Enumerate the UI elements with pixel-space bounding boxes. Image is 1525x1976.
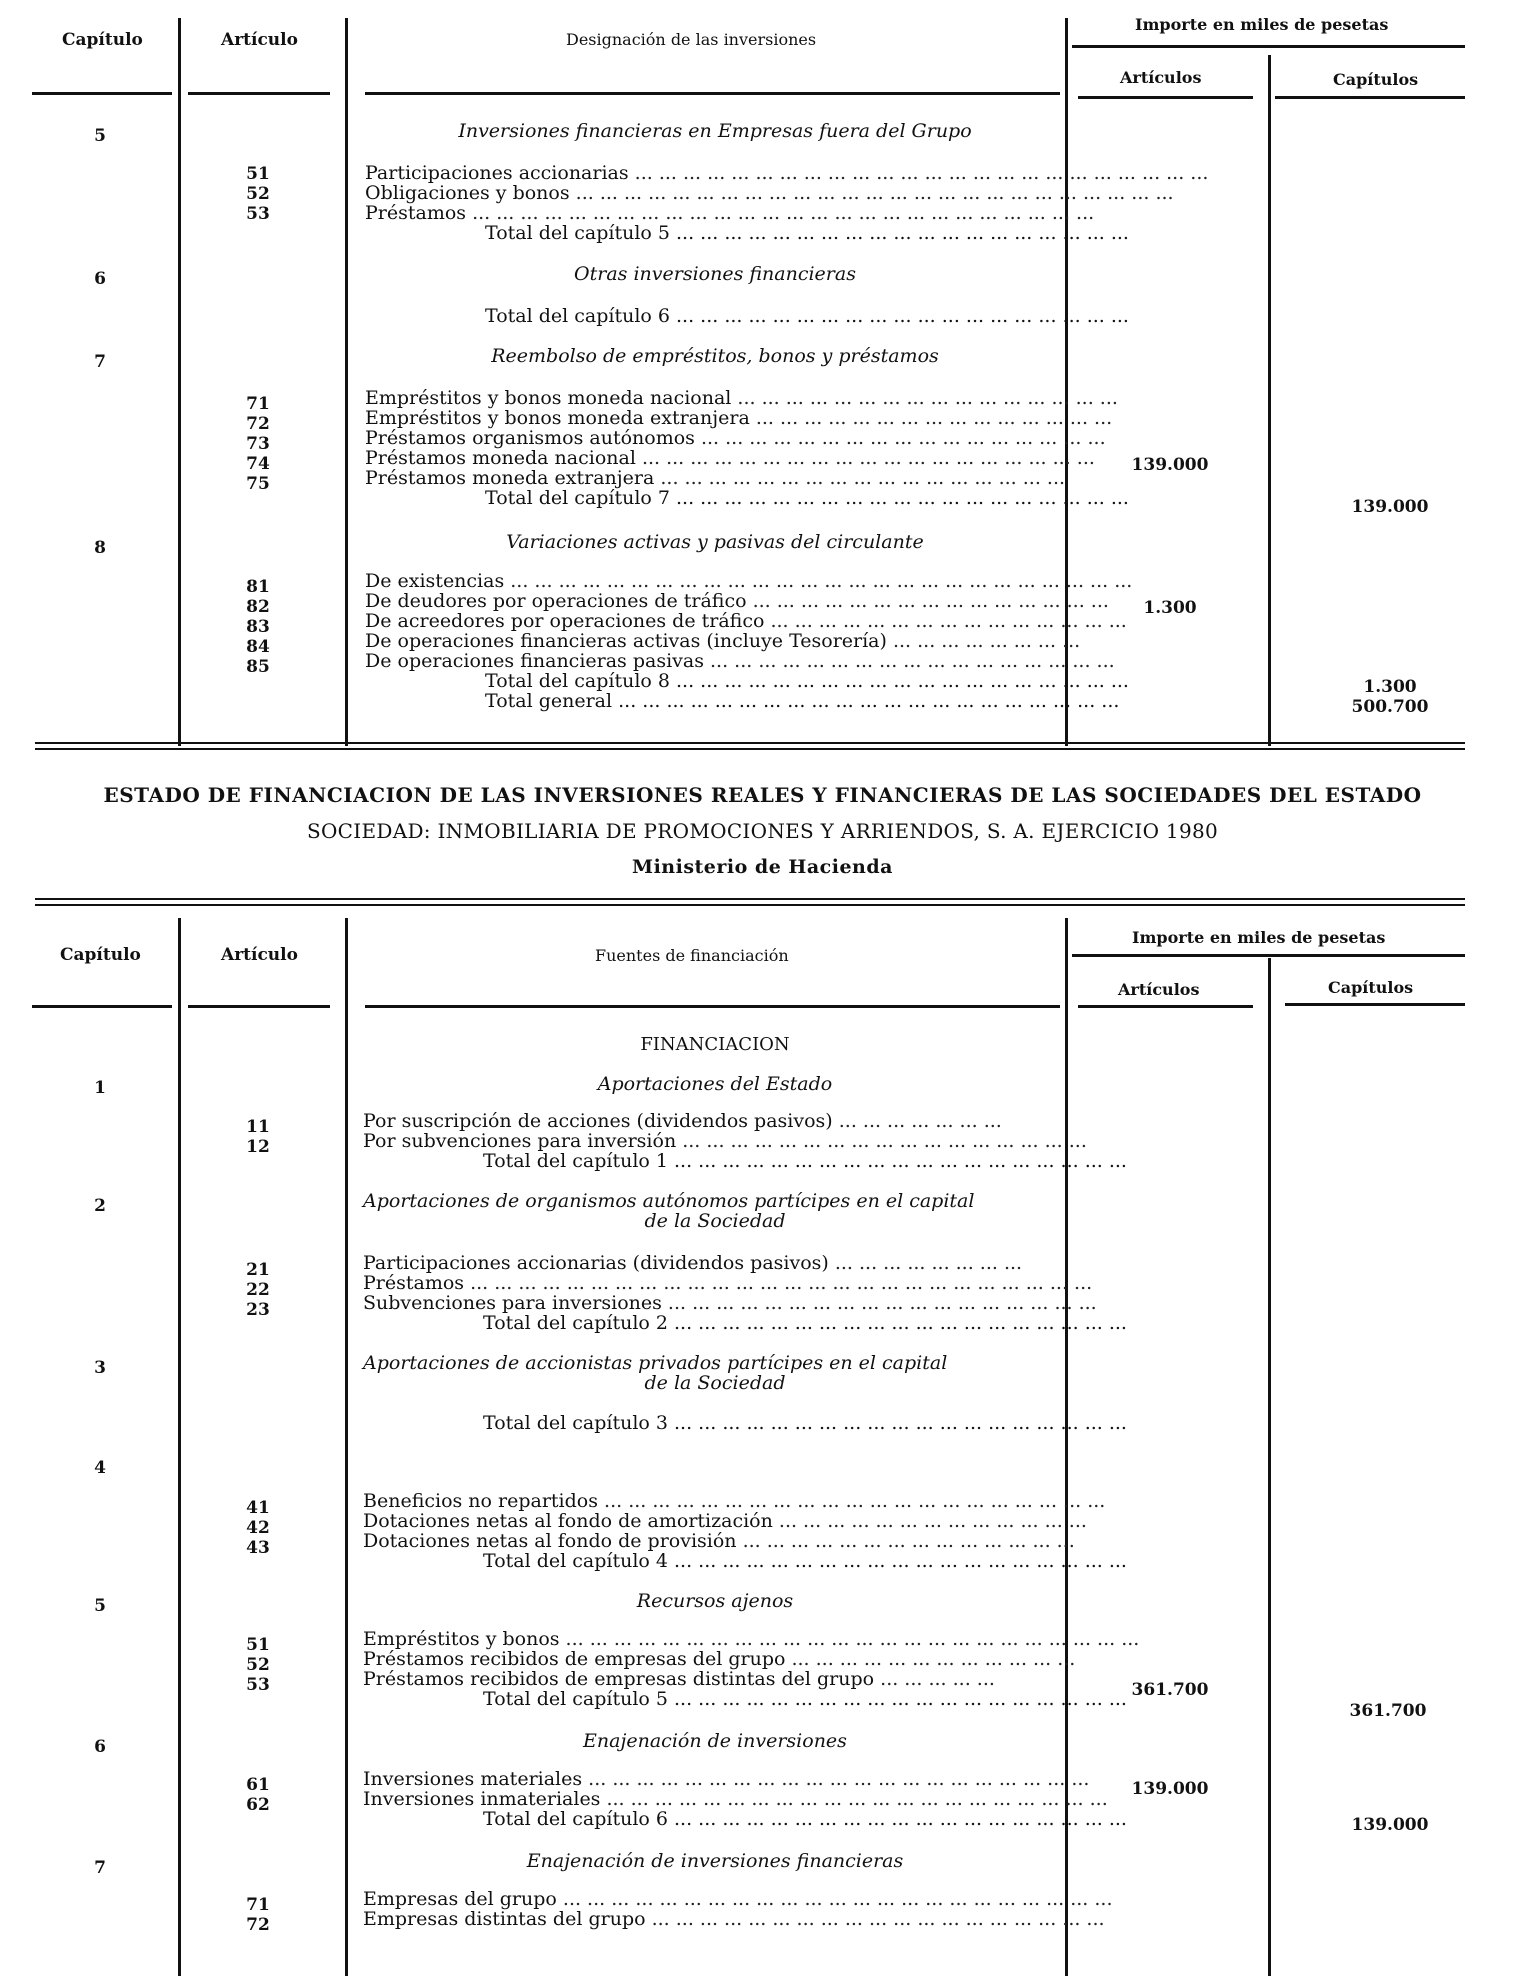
- chapter-total: Total del capítulo 6 ... ... ... ... ... ... ... ... ... ... ... ... ... ... ... ... ... ... ...: [485, 305, 1129, 327]
- grand-total: Total general ... ... ... ... ... ... ... ... ... ... ... ... ... ... ... ... ... ... ... ... ...: [485, 690, 1120, 712]
- chapter-number: 6: [94, 269, 106, 289]
- article-number: 73: [246, 434, 270, 454]
- header-rule: [1078, 1005, 1253, 1008]
- header-rule: [188, 92, 330, 95]
- article-line: De operaciones financieras pasivas ... ... ... ... ... ... ... ... ... ... ... ... ... ... ... ... ...: [365, 650, 1115, 672]
- article-line: Empresas del grupo ... ... ... ... ... ... ... ... ... ... ... ... ... ... ... ... ... ... ... ... ... ... ...: [363, 1888, 1113, 1910]
- article-number: 23: [246, 1300, 270, 1320]
- top-rule: [35, 898, 1465, 900]
- chapter-number: 7: [94, 1858, 106, 1878]
- chapter-number: 6: [94, 1737, 106, 1757]
- article-line: Préstamos recibidos de empresas del grupo ... ... ... ... ... ... ... ... ... ... ... ...: [363, 1648, 1076, 1670]
- article-number: 61: [246, 1775, 270, 1795]
- chapter-title: de la Sociedad: [644, 1210, 786, 1232]
- article-line: Préstamos recibidos de empresas distintas del grupo ... ... ... ... ...: [363, 1668, 995, 1690]
- column-rule: [345, 18, 348, 746]
- articulo-amount: 1.300: [1143, 598, 1197, 618]
- header-rule: [1072, 954, 1465, 957]
- chapter-number: 5: [94, 1596, 106, 1616]
- article-line: De operaciones financieras activas (incluye Tesorería) ... ... ... ... ... ... ... ...: [365, 630, 1081, 652]
- article-line: Inversiones inmateriales ... ... ... ... ... ... ... ... ... ... ... ... ... ... ... ... ... ... ... ... ...: [363, 1788, 1108, 1810]
- header-rule: [32, 92, 172, 95]
- article-line: Préstamos ... ... ... ... ... ... ... ... ... ... ... ... ... ... ... ... ... ... ... ... ... ... ... ... ... ...: [363, 1272, 1093, 1294]
- header-fuentes: Fuentes de financiación: [595, 946, 789, 965]
- article-number: 52: [246, 184, 270, 204]
- article-line: Empresas distintas del grupo ... ... ... ... ... ... ... ... ... ... ... ... ... ... ... ... ... ... ...: [363, 1908, 1105, 1930]
- article-line: Participaciones accionarias (dividendos pasivos) ... ... ... ... ... ... ... ...: [363, 1252, 1023, 1274]
- article-line: Participaciones accionarias ... ... ... ... ... ... ... ... ... ... ... ... ... ... ... ... ... ... ... ... ... ... ... ...: [365, 162, 1209, 184]
- chapter-total: Total del capítulo 3 ... ... ... ... ... ... ... ... ... ... ... ... ... ... ... ... ... ... ...: [483, 1412, 1127, 1434]
- article-line: Préstamos ... ... ... ... ... ... ... ... ... ... ... ... ... ... ... ... ... ... ... ... ... ... ... ... ... ...: [365, 202, 1095, 224]
- chapter-total: Total del capítulo 7 ... ... ... ... ... ... ... ... ... ... ... ... ... ... ... ... ... ... ...: [485, 487, 1129, 509]
- chapter-total: Total del capítulo 5 ... ... ... ... ... ... ... ... ... ... ... ... ... ... ... ... ... ... ...: [483, 1688, 1127, 1710]
- chapter-number: 3: [94, 1358, 106, 1378]
- header-designacion: Designación de las inversiones: [566, 30, 817, 49]
- chapter-title: Enajenación de inversiones financieras: [526, 1850, 904, 1872]
- chapter-number: 2: [94, 1196, 106, 1216]
- chapter-number: 8: [94, 538, 106, 558]
- article-line: Dotaciones netas al fondo de amortización ... ... ... ... ... ... ... ... ... ... ... ... ...: [363, 1510, 1087, 1532]
- article-line: Subvenciones para inversiones ... ... ... ... ... ... ... ... ... ... ... ... ... ... ... ... ... ...: [363, 1292, 1097, 1314]
- article-number: 62: [246, 1795, 270, 1815]
- article-line: De acreedores por operaciones de tráfico ... ... ... ... ... ... ... ... ... ... ... ... ... ... ...: [365, 610, 1127, 632]
- chapter-total: Total del capítulo 1 ... ... ... ... ... ... ... ... ... ... ... ... ... ... ... ... ... ... ...: [483, 1150, 1127, 1172]
- article-number: 41: [246, 1498, 270, 1518]
- chapter-title: Variaciones activas y pasivas del circulante: [506, 531, 924, 553]
- chapter-number: 5: [94, 126, 106, 146]
- article-number: 81: [246, 577, 270, 597]
- article-line: Préstamos organismos autónomos ... ... ... ... ... ... ... ... ... ... ... ... ... ... ... ... ...: [365, 427, 1106, 449]
- article-number: 12: [246, 1137, 270, 1157]
- header-capitulo: Capítulo: [62, 30, 143, 50]
- chapter-total: Total del capítulo 5 ... ... ... ... ... ... ... ... ... ... ... ... ... ... ... ... ... ... ...: [485, 222, 1129, 244]
- header-rule: [1072, 45, 1465, 48]
- column-rule: [178, 18, 181, 746]
- article-line: Inversiones materiales ... ... ... ... ... ... ... ... ... ... ... ... ... ... ... ... ... ... ... ... ...: [363, 1768, 1090, 1790]
- chapter-title: Inversiones financieras en Empresas fuera del Grupo: [458, 120, 972, 142]
- chapter-title: de la Sociedad: [644, 1372, 786, 1394]
- articulo-amount: 361.700: [1131, 1680, 1209, 1700]
- article-line: Empréstitos y bonos moneda extranjera ... ... ... ... ... ... ... ... ... ... ... ... ... ... ...: [365, 407, 1113, 429]
- article-line: Empréstitos y bonos ... ... ... ... ... ... ... ... ... ... ... ... ... ... ... ... ... ... ... ... ... ... ... ...: [363, 1628, 1140, 1650]
- section-subtitle: SOCIEDAD: INMOBILIARIA DE PROMOCIONES Y ARRIENDOS, S. A. EJERCICIO 1980: [306, 819, 1219, 843]
- article-line: Préstamos moneda extranjera ... ... ... ... ... ... ... ... ... ... ... ... ... ... ... ... ...: [365, 467, 1066, 489]
- article-number: 74: [246, 454, 270, 474]
- article-number: 84: [246, 637, 270, 657]
- column-rule: [1268, 958, 1271, 1976]
- header-articulos: Artículos: [1118, 980, 1200, 999]
- article-number: 11: [246, 1117, 270, 1137]
- column-rule: [345, 918, 348, 1976]
- capitulo-amount: 1.300: [1363, 677, 1417, 697]
- article-line: De deudores por operaciones de tráfico ... ... ... ... ... ... ... ... ... ... ... ... ... ... ...: [365, 590, 1109, 612]
- article-number: 42: [246, 1518, 270, 1538]
- header-capitulos: Capítulos: [1333, 70, 1419, 89]
- chapter-title: Reembolso de empréstitos, bonos y préstamos: [491, 345, 939, 367]
- chapter-total: Total del capítulo 4 ... ... ... ... ... ... ... ... ... ... ... ... ... ... ... ... ... ... ...: [483, 1550, 1127, 1572]
- header-rule: [1275, 96, 1465, 99]
- header-rule: [1285, 1003, 1465, 1006]
- chapter-number: 4: [94, 1458, 106, 1478]
- header-importe: Importe en miles de pesetas: [1132, 928, 1386, 947]
- capitulo-amount: 139.000: [1351, 1815, 1429, 1835]
- header-rule: [188, 1005, 330, 1008]
- article-number: 85: [246, 657, 270, 677]
- column-rule: [178, 918, 181, 1976]
- chapter-total: Total del capítulo 8 ... ... ... ... ... ... ... ... ... ... ... ... ... ... ... ... ... ... ...: [485, 670, 1129, 692]
- article-line: De existencias ... ... ... ... ... ... ... ... ... ... ... ... ... ... ... ... ... ... ... ... ... ... ... ... ... ...: [365, 570, 1133, 592]
- column-rule: [1268, 55, 1271, 746]
- article-number: 82: [246, 597, 270, 617]
- chapter-number: 1: [94, 1078, 106, 1098]
- chapter-total: Total del capítulo 6 ... ... ... ... ... ... ... ... ... ... ... ... ... ... ... ... ... ... ...: [483, 1808, 1127, 1830]
- section-title: ESTADO DE FINANCIACION DE LAS INVERSIONES REALES Y FINANCIERAS DE LAS SOCIEDADES DEL ESTADO: [103, 783, 1422, 807]
- header-articulos: Artículos: [1120, 68, 1202, 87]
- header-rule: [32, 1005, 172, 1008]
- article-number: 52: [246, 1655, 270, 1675]
- article-line: Dotaciones netas al fondo de provisión ... ... ... ... ... ... ... ... ... ... ... ... ... ...: [363, 1530, 1075, 1552]
- article-line: Préstamos moneda nacional ... ... ... ... ... ... ... ... ... ... ... ... ... ... ... ... ... ... ...: [365, 447, 1095, 469]
- capitulo-amount: 361.700: [1349, 1701, 1427, 1721]
- ministry-name: Ministerio de Hacienda: [632, 856, 893, 878]
- article-line: Por subvenciones para inversión ... ... ... ... ... ... ... ... ... ... ... ... ... ... ... ... ...: [363, 1130, 1087, 1152]
- article-number: 22: [246, 1280, 270, 1300]
- article-number: 72: [246, 414, 270, 434]
- article-line: Obligaciones y bonos ... ... ... ... ... ... ... ... ... ... ... ... ... ... ... ... ... ... ... ... ... ... ... ... ...: [365, 182, 1174, 204]
- chapter-number: 7: [94, 352, 106, 372]
- article-number: 71: [246, 394, 270, 414]
- article-number: 21: [246, 1260, 270, 1280]
- article-number: 83: [246, 617, 270, 637]
- article-number: 53: [246, 204, 270, 224]
- chapter-title: Aportaciones del Estado: [597, 1073, 833, 1095]
- header-importe: Importe en miles de pesetas: [1135, 15, 1389, 34]
- bottom-rule: [35, 742, 1465, 744]
- article-number: 51: [246, 164, 270, 184]
- article-number: 71: [246, 1895, 270, 1915]
- chapter-title: Recursos ajenos: [636, 1590, 794, 1612]
- article-line: Por suscripción de acciones (dividendos pasivos) ... ... ... ... ... ... ...: [363, 1110, 1002, 1132]
- header-articulo: Artículo: [221, 30, 298, 50]
- article-number: 51: [246, 1635, 270, 1655]
- chapter-title: Otras inversiones financieras: [574, 263, 856, 285]
- article-number: 75: [246, 474, 270, 494]
- header-rule: [1078, 96, 1253, 99]
- header-rule: [365, 92, 1060, 95]
- article-number: 72: [246, 1915, 270, 1935]
- article-line: Beneficios no repartidos ... ... ... ... ... ... ... ... ... ... ... ... ... ... ... ... ... ... ... ... ...: [363, 1490, 1106, 1512]
- capitulo-amount: 139.000: [1351, 497, 1429, 517]
- header-capitulo: Capítulo: [60, 945, 141, 965]
- article-number: 53: [246, 1675, 270, 1695]
- header-rule: [365, 1005, 1060, 1008]
- article-number: 43: [246, 1538, 270, 1558]
- financiacion-label: FINANCIACION: [640, 1034, 790, 1055]
- article-line: Empréstitos y bonos moneda nacional ... ... ... ... ... ... ... ... ... ... ... ... ... ... ... ...: [365, 387, 1118, 409]
- chapter-total: Total del capítulo 2 ... ... ... ... ... ... ... ... ... ... ... ... ... ... ... ... ... ... ...: [483, 1312, 1127, 1334]
- bottom-rule: [35, 748, 1465, 750]
- chapter-title: Aportaciones de organismos autónomos partícipes en el capital: [363, 1190, 975, 1212]
- grand-total-amount: 500.700: [1351, 697, 1429, 717]
- chapter-title: Enajenación de inversiones: [583, 1730, 847, 1752]
- header-articulo: Artículo: [221, 945, 298, 965]
- articulo-amount: 139.000: [1131, 455, 1209, 475]
- chapter-title: Aportaciones de accionistas privados partícipes en el capital: [363, 1352, 948, 1374]
- top-rule: [35, 904, 1465, 906]
- header-capitulos: Capítulos: [1328, 978, 1414, 997]
- articulo-amount: 139.000: [1131, 1779, 1209, 1799]
